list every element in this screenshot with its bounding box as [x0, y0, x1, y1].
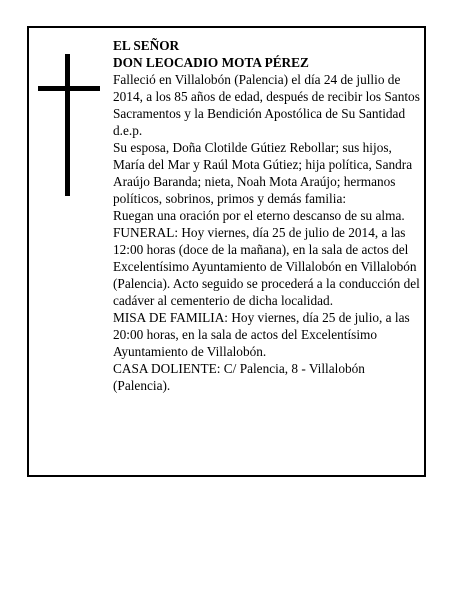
death-announcement: Falleció en Villalobón (Palencia) el día 24 de jullio de 2014, a los 85 años de edad, después de recibir los Santos Sacramentos y la Bendición Apostólica de Su Santidad: [113, 72, 420, 121]
deceased-name: DON LEOCADIO MOTA PÉREZ: [113, 55, 309, 70]
funeral-info: FUNERAL: Hoy viernes, día 25 de julio de 2014, a las 12:00 horas (doce de la mañana), en la sala de actos del Excelentísimo Ayuntamiento de Villalobón en Villalobón (Palencia). Acto seguido se procederá a la conducción del cadáver al cementerio de dicha localidad.: [113, 225, 420, 308]
cross-icon: [38, 54, 100, 196]
obituary-text: [113, 37, 425, 394]
mourning-house-info: CASA DOLIENTE: C/ Palencia, 8 - Villalobón (Palencia).: [113, 361, 365, 393]
family-mass-info: MISA DE FAMILIA: Hoy viernes, día 25 de julio, a las 20:00 horas, en la sala de actos del Excelentísimo Ayuntamiento de Villalobón.: [113, 310, 410, 359]
prayer-request: Ruegan una oración por el eterno descanso de su alma.: [113, 208, 405, 223]
cross-horizontal-bar: [38, 86, 100, 91]
rip-line: d.e.p.: [113, 123, 143, 138]
heading-title: EL SEÑOR: [113, 38, 180, 53]
family-list: Su esposa, Doña Clotilde Gútiez Rebollar; sus hijos, María del Mar y Raúl Mota Gútiez; hija política, Sandra Araújo Baranda; nieta, Noah Mota Araújo; hermanos políticos, sobrinos, primos y demás familia:: [113, 140, 413, 206]
cross-vertical-bar: [65, 54, 70, 196]
